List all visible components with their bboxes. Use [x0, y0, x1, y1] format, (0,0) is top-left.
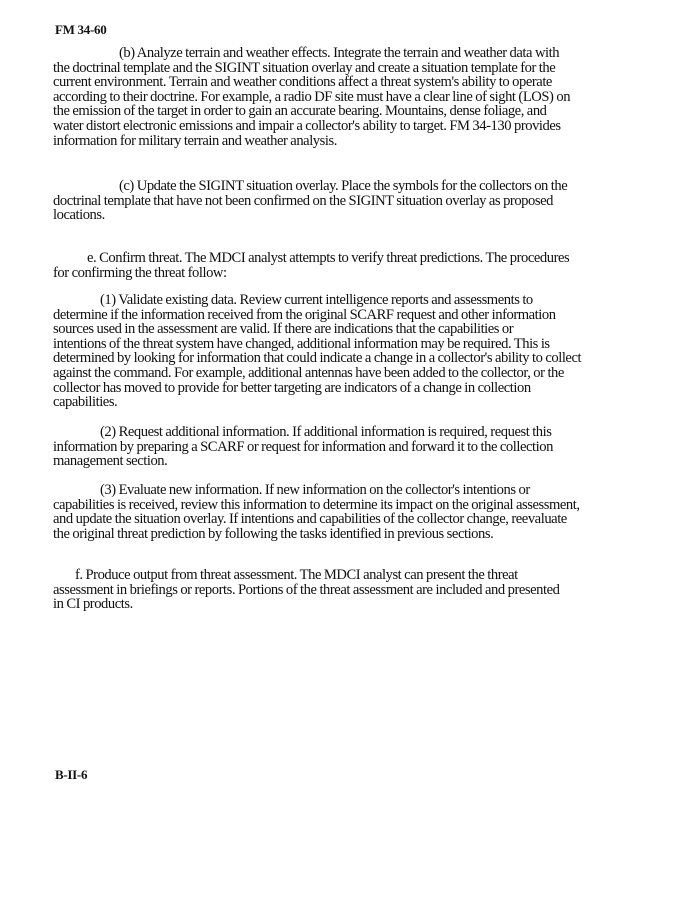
text-line: sources used in the assessment are valid. If there are indications that the capabilities or — [53, 321, 514, 338]
text-line: current environment. Terrain and weather conditions affect a threat system's ability to operate — [53, 74, 552, 91]
text-line: against the command. For example, additional antennas have been added to the collector, or the — [53, 364, 564, 381]
text-line: assessment in briefings or reports. Portions of the threat assessment are included and presented — [53, 581, 560, 598]
text-line: doctrinal template that have not been confirmed on the SIGINT situation overlay as proposed — [53, 192, 553, 209]
text-line: and update the situation overlay. If intentions and capabilities of the collector change, reevaluate — [53, 511, 567, 528]
text-line: according to their doctrine. For example, a radio DF site must have a clear line of sight (LOS) on — [53, 88, 571, 105]
text-line: (3) Evaluate new information. If new information on the collector's intentions or — [100, 482, 530, 498]
text-line: capabilities is received, review this information to determine its impact on the original assessment, — [53, 496, 580, 513]
text-line: determined by looking for information that could indicate a change in a collector's ability to collect — [53, 350, 582, 367]
text-line: (1) Validate existing data. Review current intelligence reports and assessments to — [100, 292, 533, 308]
text-line: information for military terrain and weather analysis. — [53, 132, 337, 149]
paragraph-b — [53, 46, 593, 148]
text-line: the doctrinal template and the SIGINT situation overlay and create a situation template for the — [53, 59, 556, 76]
paragraph-e — [53, 251, 593, 280]
text-line: information by preparing a SCARF or request for information and forward it to the collection — [53, 438, 553, 455]
page-header: FM 34-60 — [55, 22, 107, 37]
paragraph-e3 — [53, 483, 593, 541]
text-line: management section. — [53, 453, 168, 470]
text-line: (b) Analyze terrain and weather effects. Integrate the terrain and weather data with — [119, 45, 560, 61]
text-line: e. Confirm threat. The MDCI analyst attempts to verify threat predictions. The procedures — [87, 250, 570, 266]
paragraph-c — [53, 179, 593, 223]
text-line: determine if the information received from the original SCARF request and other information — [53, 306, 556, 323]
text-line: (2) Request additional information. If additional information is required, request this — [100, 424, 552, 440]
paragraph-f — [53, 568, 593, 612]
text-line: intentions of the threat system have changed, additional information may be required. This is — [53, 335, 550, 352]
text-line: the original threat prediction by following the tasks identified in previous sections. — [53, 525, 494, 542]
text-line: capabilities. — [53, 394, 118, 411]
text-line: locations. — [53, 207, 105, 224]
text-line: for confirming the threat follow: — [53, 264, 227, 281]
text-line: (c) Update the SIGINT situation overlay. Place the symbols for the collectors on the — [119, 178, 568, 194]
paragraph-e1 — [53, 293, 593, 410]
page-number: B-II-6 — [55, 767, 88, 782]
text-line: water distort electronic emissions and impair a collector's ability to target. FM 34-130 provides — [53, 117, 561, 134]
text-line: f. Produce output from threat assessment. The MDCI analyst can present the threat — [75, 567, 518, 583]
text-line: the emission of the target in order to gain an accurate bearing. Mountains, dense foliage, and — [53, 103, 547, 120]
text-line: in CI products. — [53, 596, 133, 613]
paragraph-e2 — [53, 425, 593, 469]
text-line: collector has moved to provide for better targeting are indicators of a change in collection — [53, 379, 531, 396]
